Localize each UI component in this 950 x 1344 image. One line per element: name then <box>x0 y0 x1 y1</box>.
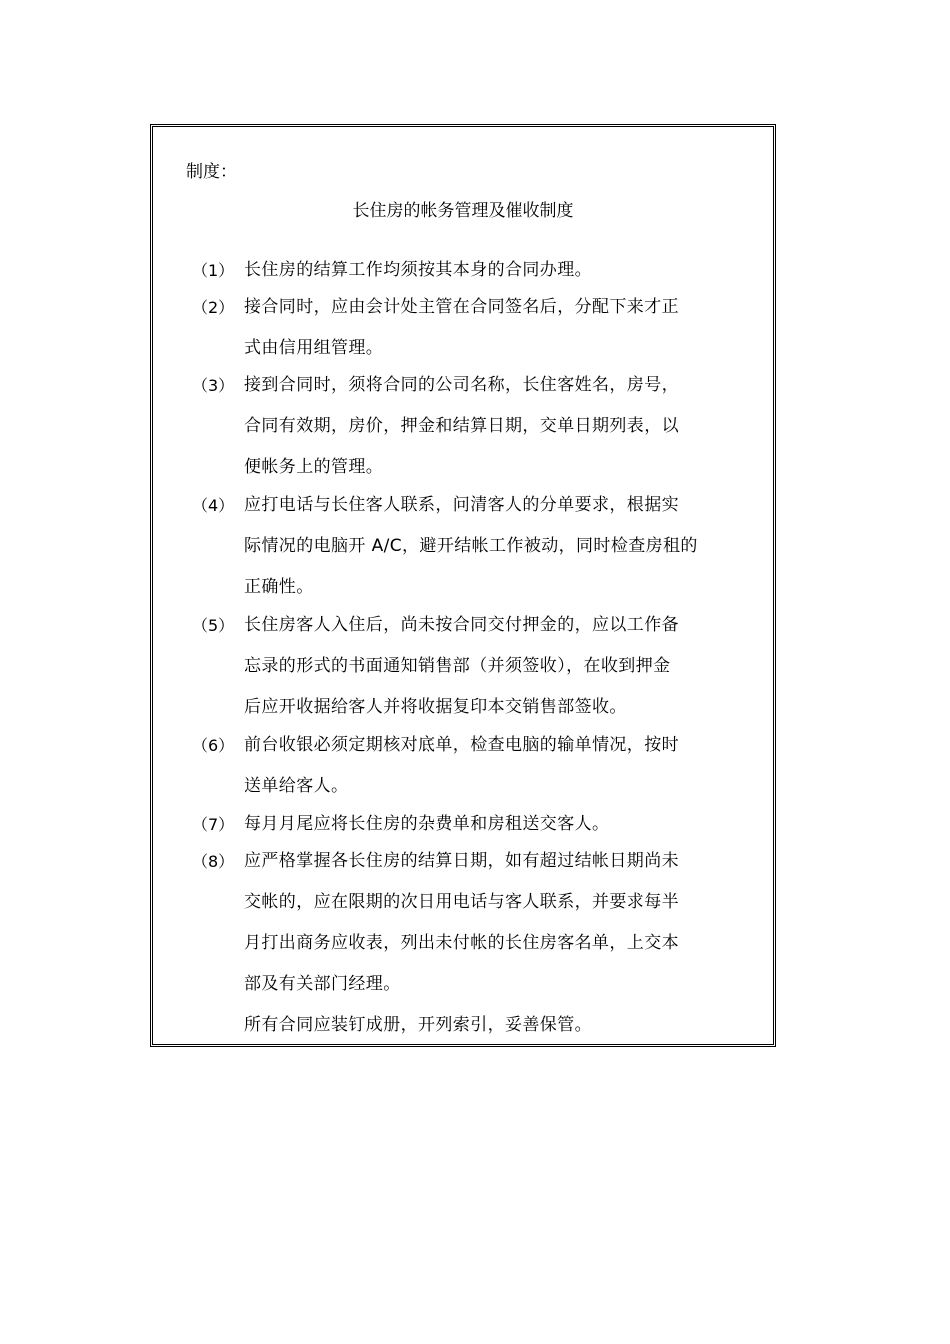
rule-number: （5） <box>192 616 235 635</box>
rule-line: 前台收银必须定期核对底单，检查电脑的输单情况，按时 <box>244 735 679 755</box>
rule-line: 式由信用组管理。 <box>244 338 384 358</box>
rule-line: 长住房客人入住后，尚未按合同交付押金的，应以工作备 <box>244 615 679 635</box>
rule-line: 正确性。 <box>244 577 314 597</box>
rule-line: 便帐务上的管理。 <box>244 457 384 477</box>
rule-number: （8） <box>192 852 235 871</box>
rule-line: 每月月尾应将长住房的杂费单和房租送交客人。 <box>244 814 610 834</box>
rule-line: 接合同时，应由会计处主管在合同签名后，分配下来才正 <box>244 297 679 317</box>
rule-line: 忘录的形式的书面通知销售部（并须签收），在收到押金 <box>244 656 671 676</box>
rule-number: （1） <box>192 261 235 280</box>
rule-number: （3） <box>192 376 235 395</box>
rule-number: （6） <box>192 736 235 755</box>
rule-line: 后应开收据给客人并将收据复印本交销售部签收。 <box>244 697 627 717</box>
rule-number: （4） <box>192 496 235 515</box>
doc-label: 制度： <box>186 162 237 182</box>
rule-line: 交帐的，应在限期的次日用电话与客人联系，并要求每半 <box>244 892 679 912</box>
rule-line: 合同有效期，房价，押金和结算日期，交单日期列表，以 <box>244 416 679 436</box>
closing-line: 所有合同应装钉成册，开列索引，妥善保管。 <box>244 1015 592 1035</box>
doc-title: 长住房的帐务管理及催收制度 <box>352 201 574 221</box>
rule-line: 应打电话与长住客人联系，问清客人的分单要求，根据实 <box>244 495 679 515</box>
rule-line: 送单给客人。 <box>244 776 349 796</box>
rule-number: （7） <box>192 815 235 834</box>
rule-line: 际情况的电脑开 A/C，避开结帐工作被动，同时检查房租的 <box>244 536 698 556</box>
rule-line: 部及有关部门经理。 <box>244 974 401 994</box>
rule-number: （2） <box>192 298 235 317</box>
rule-line: 月打出商务应收表，列出未付帐的长住房客名单，上交本 <box>244 933 679 953</box>
rule-line: 长住房的结算工作均须按其本身的合同办理。 <box>244 260 592 280</box>
rule-line: 接到合同时，须将合同的公司名称，长住客姓名，房号， <box>244 375 679 395</box>
rule-line: 应严格掌握各长住房的结算日期，如有超过结帐日期尚未 <box>244 851 679 871</box>
